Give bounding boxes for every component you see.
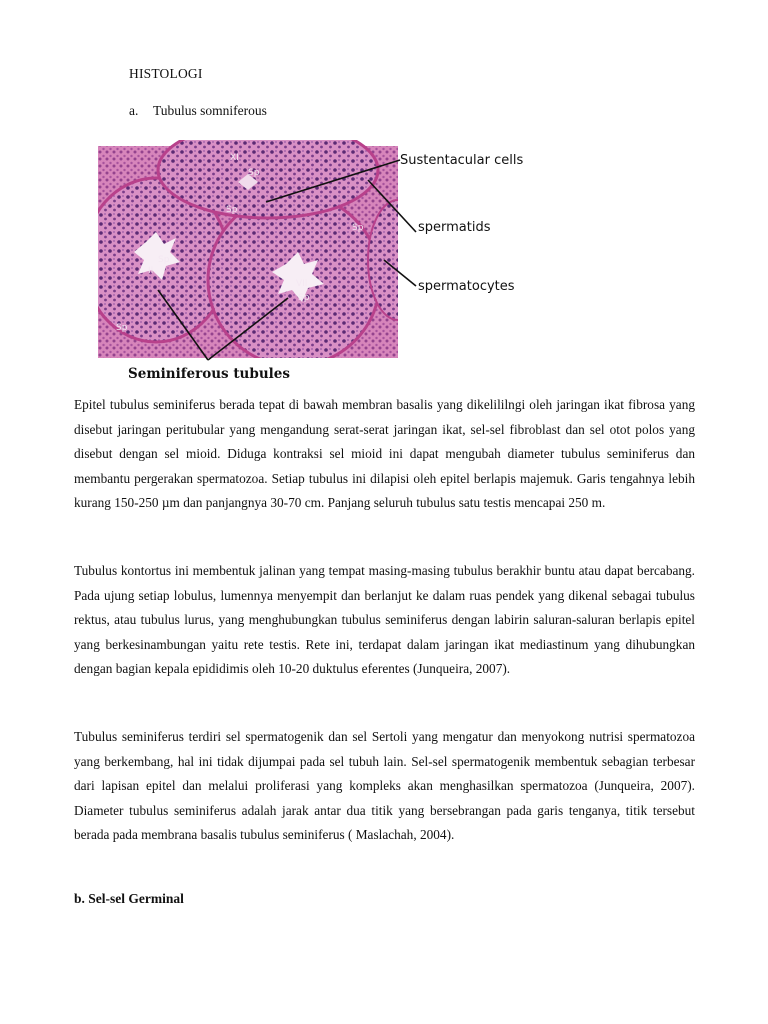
label-sustentacular-cells: Sustentacular cells bbox=[400, 153, 524, 168]
stage-tag-ii: II bbox=[148, 266, 154, 276]
paragraph-epitel: Epitel tubulus seminiferus berada tepat di bawah membran basalis yang dikelililngi oleh jaringan ikat fibrosa yang disebut jaringan peritubular yang mengandung serat-serat jaringan ikat, sel-sel fibroblast dan sel otot polos yang disebut dengan sel mioid. Diduga kontraksi sel mioid ini dapat mengubah diameter tubulus seminiferus dan membantu pergerakan spermatozoa. Setiap tubulus ini dilapisi oleh epitel berlapis majemuk. Garis tengahnya lebih kurang 150-250 µm dan panjangnya 30-70 cm. Panjang seluruh tubulus satu testis mencapai 250 m. bbox=[74, 397, 695, 511]
stage-tag-sp: Sp bbox=[116, 323, 128, 333]
subsection-a-marker: a. bbox=[129, 103, 139, 118]
paragraph-tubulus-kontortus: Tubulus kontortus ini membentuk jalinan yang tempat masing-masing tubulus berakhir buntu atau dapat bercabang. Pada ujung setiap lobulus, lumennya menyempit dan berlanjut ke dalam ruas pendek yang dikenal sebagai tubulus rektus, atau tubulus lurus, yang menghubungkan tubulus seminiferus dengan labirin saluran-saluran berlapis epitel yang berkesinambungan yaitu rete testis. Rete ini, terdapat dalam jaringan ikat mediastinum yang dihubungkan dengan bagian kepala epididimis oleh 10-20 duktulus eferentes (Junqueira, 2007). bbox=[74, 563, 695, 677]
stage-tag-sp: Sp bbox=[226, 205, 238, 215]
figure-caption: Seminiferous tubules bbox=[128, 366, 290, 382]
subsection-a-heading bbox=[129, 103, 267, 119]
micrograph bbox=[98, 140, 428, 366]
stage-tag-xi: XI bbox=[230, 153, 239, 163]
subsection-a-title: Tubulus somniferous bbox=[153, 103, 267, 118]
label-spermatocytes: spermatocytes bbox=[418, 279, 515, 294]
stage-tag-sp: Sp bbox=[298, 293, 310, 303]
stage-tag-sp: Sp bbox=[248, 168, 260, 178]
label-spermatids: spermatids bbox=[418, 220, 491, 235]
seminiferous-tubule-micrograph bbox=[98, 140, 534, 385]
histology-figure bbox=[98, 140, 534, 385]
stage-tag-sp: Sp bbox=[158, 255, 170, 265]
paragraph-sel-spermatogenik: Tubulus seminiferus terdiri sel spermatogenik dan sel Sertoli yang mengatur dan menyokong nutrisi spermatozoa yang berkembang, hal ini tidak dijumpai pada sel tubuh lain. Sel-sel spermatogenik membentuk sebagian terbesar dari lapisan epitel dan melalui proliferasi yang kompleks akan menghasilkan spermatozoa (Junqueira, 2007). Diameter tubulus seminiferus adalah jarak antar dua titik yang bersebrangan pada garis tenganya, titik tersebut berada pada membrana basalis tubulus seminiferus ( Maslachah, 2004). bbox=[74, 729, 695, 843]
stage-tag-vii: VII bbox=[296, 279, 308, 289]
document-heading: HISTOLOGI bbox=[129, 66, 203, 81]
subsection-b-heading: b. Sel-sel Germinal bbox=[74, 891, 184, 906]
stage-tag-sp: Sp bbox=[352, 223, 364, 233]
